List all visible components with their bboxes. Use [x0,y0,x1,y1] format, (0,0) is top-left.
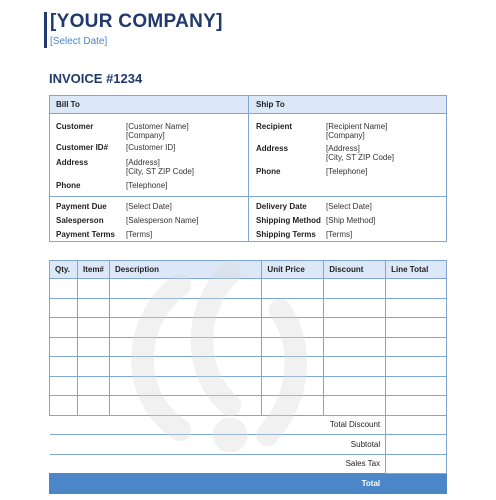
items-header-row [50,261,447,279]
col-unit-price: Unit Price [262,261,324,279]
total-row [50,474,447,494]
item-cell[interactable] [109,337,261,357]
salesperson-value[interactable]: [Salesperson Name] [126,216,199,225]
table-row [50,396,447,416]
item-cell[interactable] [324,298,386,318]
table-row [50,318,447,338]
subtotal-label: Subtotal [50,435,386,455]
item-cell[interactable] [77,376,109,396]
shipping-method-label: Shipping Method [256,216,321,225]
table-row [50,279,447,299]
bill-phone-label: Phone [56,181,81,190]
total-label: Total [50,474,386,494]
delivery-date-value[interactable]: [Select Date] [326,202,372,211]
subtotal-cell[interactable] [386,435,447,455]
bill-phone-value[interactable]: [Telephone] [126,181,168,190]
col-discount: Discount [324,261,386,279]
item-cell[interactable] [77,298,109,318]
item-cell[interactable] [386,298,447,318]
item-cell[interactable] [262,337,324,357]
sales-tax-row [50,454,447,474]
total-discount-row [50,415,447,435]
item-cell[interactable] [109,396,261,416]
item-cell[interactable] [386,357,447,377]
item-cell[interactable] [324,279,386,299]
total-discount-cell[interactable] [386,415,447,435]
ship-phone-value[interactable]: [Telephone] [326,167,368,176]
customer-id-value[interactable]: [Customer ID] [126,143,176,152]
item-cell[interactable] [109,376,261,396]
sales-tax-cell[interactable] [386,454,447,474]
item-cell[interactable] [109,279,261,299]
header-accent-bar [44,12,47,48]
item-cell[interactable] [324,357,386,377]
item-cell[interactable] [77,396,109,416]
payment-due-value[interactable]: [Select Date] [126,202,172,211]
item-cell[interactable] [324,396,386,416]
item-cell[interactable] [324,337,386,357]
col-line-total: Line Total [386,261,447,279]
item-cell[interactable] [262,318,324,338]
ship-phone-label: Phone [256,167,281,176]
sales-tax-label: Sales Tax [50,454,386,474]
col-item-number: Item# [77,261,109,279]
item-cell[interactable] [109,318,261,338]
item-cell[interactable] [386,396,447,416]
line-items-table [49,260,447,494]
item-cell[interactable] [262,298,324,318]
payment-terms-value[interactable]: [Terms] [126,230,153,239]
ship-address-value[interactable]: [Address] [City, ST ZIP Code] [326,144,395,162]
item-cell[interactable] [50,279,78,299]
col-description: Description [109,261,261,279]
col-qty: Qty. [50,261,78,279]
item-cell[interactable] [386,279,447,299]
shipping-terms-label: Shipping Terms [256,230,316,239]
item-cell[interactable] [109,298,261,318]
bill-to-heading: Bill To [56,100,80,109]
table-row [50,298,447,318]
item-cell[interactable] [262,357,324,377]
recipient-value[interactable]: [Recipient Name] [Company] [326,122,388,140]
table-row [50,376,447,396]
company-name[interactable]: [YOUR COMPANY] [50,11,223,32]
date-field[interactable]: [Select Date] [50,36,108,47]
total-discount-label: Total Discount [50,415,386,435]
ship-address-label: Address [256,144,289,153]
table-row [50,337,447,357]
item-cell[interactable] [77,318,109,338]
total-cell[interactable] [386,474,447,494]
info-column-divider [248,96,249,241]
table-row [50,357,447,377]
item-cell[interactable] [262,279,324,299]
item-cell[interactable] [324,376,386,396]
item-cell[interactable] [386,376,447,396]
delivery-date-label: Delivery Date [256,202,307,211]
item-cell[interactable] [50,357,78,377]
item-cell[interactable] [77,279,109,299]
payment-terms-label: Payment Terms [56,230,115,239]
item-cell[interactable] [77,357,109,377]
item-cell[interactable] [50,376,78,396]
customer-info-table [49,95,447,242]
bill-address-label: Address [56,158,89,167]
info-section-divider [50,196,446,197]
item-cell[interactable] [109,357,261,377]
payment-due-label: Payment Due [56,202,107,211]
item-cell[interactable] [50,396,78,416]
recipient-label: Recipient [256,122,293,131]
invoice-title: INVOICE #1234 [49,71,143,86]
customer-id-label: Customer ID# [56,143,109,152]
item-cell[interactable] [50,337,78,357]
item-cell[interactable] [386,318,447,338]
item-cell[interactable] [324,318,386,338]
shipping-terms-value[interactable]: [Terms] [326,230,353,239]
customer-value[interactable]: [Customer Name] [Company] [126,122,189,140]
salesperson-label: Salesperson [56,216,104,225]
customer-label: Customer [56,122,94,131]
subtotal-row [50,435,447,455]
item-cell[interactable] [50,298,78,318]
bill-address-value[interactable]: [Address] [City, ST ZIP Code] [126,158,195,176]
shipping-method-value[interactable]: [Ship Method] [326,216,376,225]
item-cell[interactable] [77,337,109,357]
item-cell[interactable] [386,337,447,357]
item-cell[interactable] [50,318,78,338]
ship-to-heading: Ship To [256,100,285,109]
item-cell[interactable] [262,396,324,416]
item-cell[interactable] [262,376,324,396]
